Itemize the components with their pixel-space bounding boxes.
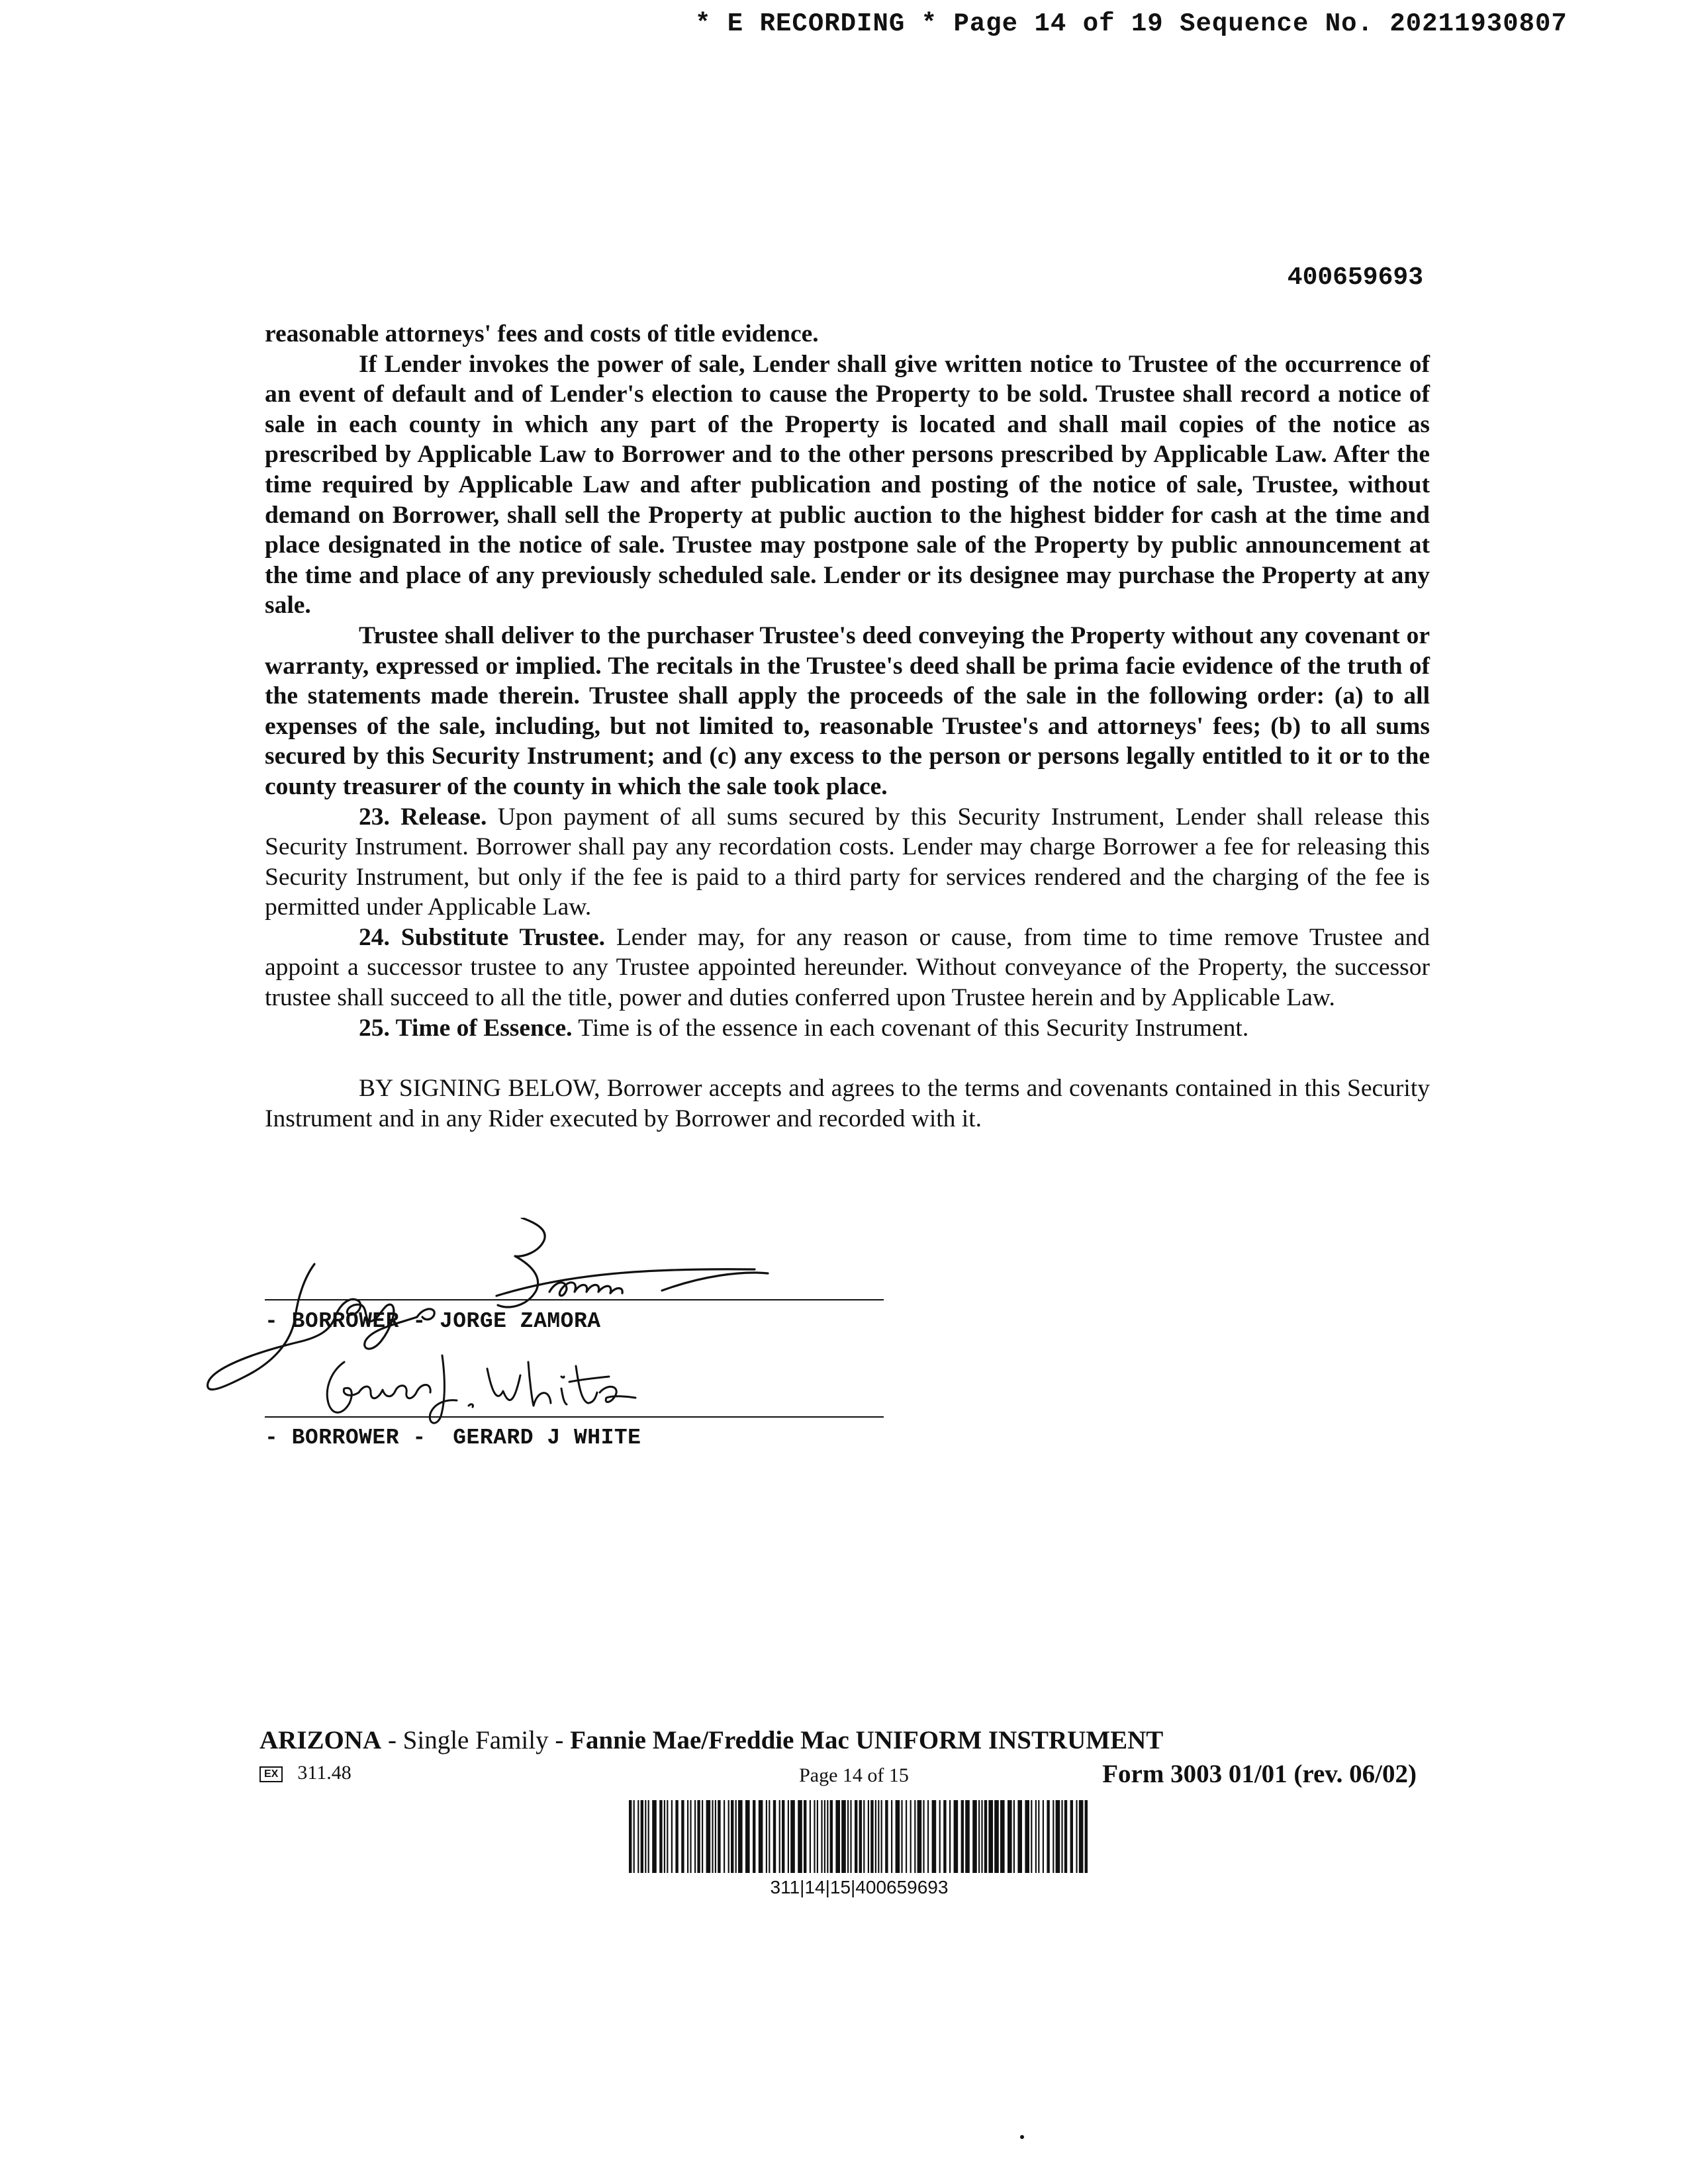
- barcode-bar: [664, 1800, 665, 1873]
- section-25-heading: 25. Time of Essence.: [359, 1014, 573, 1042]
- barcode-bar: [702, 1800, 703, 1873]
- barcode-bar: [766, 1800, 767, 1873]
- barcode-bar: [927, 1800, 929, 1873]
- barcode-bar: [949, 1800, 951, 1873]
- barcode-bar: [1031, 1800, 1032, 1873]
- barcode-bar: [1079, 1800, 1084, 1873]
- paragraph-trustee-deed: Trustee shall deliver to the purchaser Trustee's deed conveying the Property without any covenant or warranty, expressed or implied. The recitals in the Trustee's deed shall be prima facie evidence of the truth of the statements made therein. Trustee shall apply the proceeds of the sale in the following order: (a) to all expenses of the sale, including, but not limited to, reasonable Trustee's and attorneys' fees; (b) to all sums secured by this Security Instrument; and (c) any excess to the person or persons legally entitled to it or to the county treasurer of the county in which the sale took place.: [265, 621, 1430, 800]
- barcode-bar: [824, 1800, 825, 1873]
- barcode-bar: [835, 1800, 840, 1873]
- barcode-bar: [988, 1800, 993, 1873]
- barcode-bar: [706, 1800, 711, 1873]
- barcode-bar: [859, 1800, 862, 1873]
- barcode-bar: [841, 1800, 846, 1873]
- barcode-bar: [712, 1800, 713, 1873]
- barcode-bar: [735, 1800, 737, 1873]
- borrower-1-label: - BORROWER - JORGE ZAMORA: [265, 1309, 601, 1334]
- loan-number: 400659693: [1287, 263, 1423, 292]
- barcode-bar: [671, 1800, 673, 1873]
- barcode-bar: [782, 1800, 784, 1873]
- barcode-bar: [978, 1800, 980, 1873]
- barcode-bar: [738, 1800, 743, 1873]
- section-24-text: Lender may, for any reason or cause, from time to time remove Trustee and appoint a successor trustee to any Trustee appointed hereunder. Without conveyance of the Property, the successor trustee shall succeed to all the title, power and duties conferred upon Trustee herein and by Applicable Law.: [265, 923, 1430, 1012]
- barcode-bar: [914, 1800, 915, 1873]
- barcode-bar: [972, 1800, 977, 1873]
- barcode-bar: [687, 1800, 688, 1873]
- scan-mark: [1020, 2135, 1024, 2139]
- barcode-bar: [943, 1800, 946, 1873]
- barcode-bar: [690, 1800, 691, 1873]
- barcode-bar: [830, 1800, 833, 1873]
- barcode-bar: [910, 1800, 912, 1873]
- barcode-bar: [629, 1800, 632, 1873]
- barcode-bar: [731, 1800, 733, 1873]
- paragraph-power-of-sale: If Lender invokes the power of sale, Lender shall give written notice to Trustee of the occurrence of an event of default and of Lender's election to cause the Property to be sold. Trustee shall record a notice of sale in each county in which any part of the Property is located and shall mail copies of the notice as prescribed by Applicable Law to Borrower and to the other persons prescribed by Applicable Law. After the time required by Applicable Law and after publication and posting of the notice of sale, Trustee, without demand on Borrower, shall sell the Property at public auction to the highest bidder for cash at the time and place designated in the notice of sale. Trustee may postpone sale of the Property by public announcement at the time and place of any previously scheduled sale. Lender or its designee may purchase the Property at any sale.: [265, 350, 1430, 619]
- barcode-bar: [939, 1800, 941, 1873]
- barcode-bar: [804, 1800, 806, 1873]
- barcode-bar: [863, 1800, 865, 1873]
- barcode-bar: [810, 1800, 811, 1873]
- barcode-bar: [641, 1800, 643, 1873]
- footer-title: [259, 1725, 1163, 1755]
- page-number: Page 14 of 15: [799, 1764, 909, 1786]
- barcode-bar: [1070, 1800, 1073, 1873]
- barcode-bar: [1076, 1800, 1077, 1873]
- barcode-bar: [1008, 1800, 1012, 1873]
- barcode-bar: [675, 1800, 678, 1873]
- barcode-bar: [817, 1800, 818, 1873]
- barcode-bar: [753, 1800, 755, 1873]
- barcode-bar: [728, 1800, 729, 1873]
- barcode-bar: [718, 1800, 720, 1873]
- section-23-release: [265, 802, 1430, 923]
- recording-header: * E RECORDING * Page 14 of 19 Sequence No. 20211930807: [695, 9, 1568, 38]
- barcode-bar: [984, 1800, 987, 1873]
- barcode-bar: [932, 1800, 937, 1873]
- barcode-bar: [1013, 1800, 1015, 1873]
- footer-state: ARIZONA: [259, 1726, 382, 1754]
- barcode-bar: [1038, 1800, 1039, 1873]
- section-24-substitute-trustee: [265, 923, 1430, 1013]
- barcode-bar: [1053, 1800, 1054, 1873]
- barcode-bar: [694, 1800, 696, 1873]
- section-25-time-of-essence: [265, 1013, 1430, 1044]
- form-number: Form 3003 01/01 (rev. 06/02): [1102, 1760, 1417, 1788]
- barcode-bar: [1025, 1800, 1029, 1873]
- document-body: [265, 319, 1430, 1134]
- barcode-bar: [681, 1800, 684, 1873]
- borrower-2-label: - BORROWER - GERARD J WHITE: [265, 1426, 641, 1450]
- barcode-bar: [1064, 1800, 1067, 1873]
- footer-description: - Single Family -: [381, 1726, 571, 1754]
- barcode-bar: [790, 1800, 795, 1873]
- barcode-bar: [954, 1800, 959, 1873]
- section-23-heading: 23. Release.: [359, 803, 487, 831]
- barcode-bar: [855, 1800, 857, 1873]
- barcode-bar: [814, 1800, 815, 1873]
- barcode-bar: [652, 1800, 657, 1873]
- barcode-text: 311|14|15|400659693: [770, 1877, 949, 1897]
- barcode-bar: [1035, 1800, 1037, 1873]
- form-code-row: [259, 1762, 352, 1784]
- signature-line-1: [265, 1299, 884, 1300]
- barcode-bar: [850, 1800, 851, 1873]
- barcode-bar: [1043, 1800, 1044, 1873]
- barcode-bar: [827, 1800, 828, 1873]
- barcode-bar: [896, 1800, 900, 1873]
- barcode-bar: [821, 1800, 822, 1873]
- barcode-bar: [773, 1800, 776, 1873]
- signature-gerard-j-white: [305, 1342, 675, 1428]
- signature-line-2: [265, 1416, 884, 1418]
- barcode-bar: [906, 1800, 907, 1873]
- barcode-bar: [881, 1800, 882, 1873]
- barcode-bar: [875, 1800, 876, 1873]
- section-23-text: Upon payment of all sums secured by this Security Instrument, Lender shall release this Security Instrument. Borrower shall pay any recordation costs. Lender may charge Borrower a fee for releasing this Security Instrument, but only if the fee is paid to a third party for services rendered and the charging of the fee is permitted under Applicable Law.: [265, 803, 1430, 921]
- barcode-bar: [981, 1800, 982, 1873]
- barcode-bar: [667, 1800, 668, 1873]
- barcode-bar: [1061, 1800, 1062, 1873]
- barcode-bar: [724, 1800, 725, 1873]
- section-25-text: Time is of the essence in each covenant of this Security Instrument.: [572, 1014, 1249, 1042]
- barcode-bar: [779, 1800, 780, 1873]
- barcode-bar: [715, 1800, 716, 1873]
- barcode-bar: [917, 1800, 922, 1873]
- ex-logo-box: EX: [259, 1766, 283, 1782]
- barcode-bar: [847, 1800, 849, 1873]
- barcode-bar: [1085, 1800, 1088, 1873]
- barcode-bar: [901, 1800, 902, 1873]
- barcode-bar: [994, 1800, 999, 1873]
- barcode-bar: [769, 1800, 770, 1873]
- barcode-bar: [1017, 1800, 1022, 1873]
- barcode-bar: [697, 1800, 700, 1873]
- barcode-bar: [891, 1800, 892, 1873]
- barcode-bar: [961, 1800, 964, 1873]
- barcode-bar: [645, 1800, 646, 1873]
- barcode-bar: [868, 1800, 869, 1873]
- barcode-bar: [788, 1800, 789, 1873]
- barcode-bar: [878, 1800, 879, 1873]
- barcode-bar: [759, 1800, 763, 1873]
- barcode-bar: [637, 1800, 639, 1873]
- barcode-bar: [923, 1800, 924, 1873]
- form-code: 311.48: [297, 1762, 352, 1784]
- footer-instrument: Fannie Mae/Freddie Mac UNIFORM INSTRUMENT: [570, 1726, 1164, 1754]
- barcode-bar: [633, 1800, 635, 1873]
- section-24-heading: 24. Substitute Trustee.: [359, 923, 605, 951]
- barcode-bar: [870, 1800, 873, 1873]
- barcode-bar: [798, 1800, 802, 1873]
- barcode-bar: [885, 1800, 888, 1873]
- barcode-bar: [745, 1800, 750, 1873]
- barcode-bar: [1047, 1800, 1049, 1873]
- paragraph-fees: reasonable attorneys' fees and costs of title evidence.: [265, 320, 819, 347]
- barcode-bar: [648, 1800, 649, 1873]
- barcode-bar: [659, 1800, 662, 1873]
- signing-statement: BY SIGNING BELOW, Borrower accepts and agrees to the terms and covenants contained in this Security Instrument and in any Rider executed by Borrower and recorded with it.: [265, 1075, 1430, 1132]
- barcode-bar: [1000, 1800, 1005, 1873]
- barcode-bar: [1056, 1800, 1060, 1873]
- barcode-bar: [965, 1800, 970, 1873]
- barcode: [628, 1800, 1091, 1873]
